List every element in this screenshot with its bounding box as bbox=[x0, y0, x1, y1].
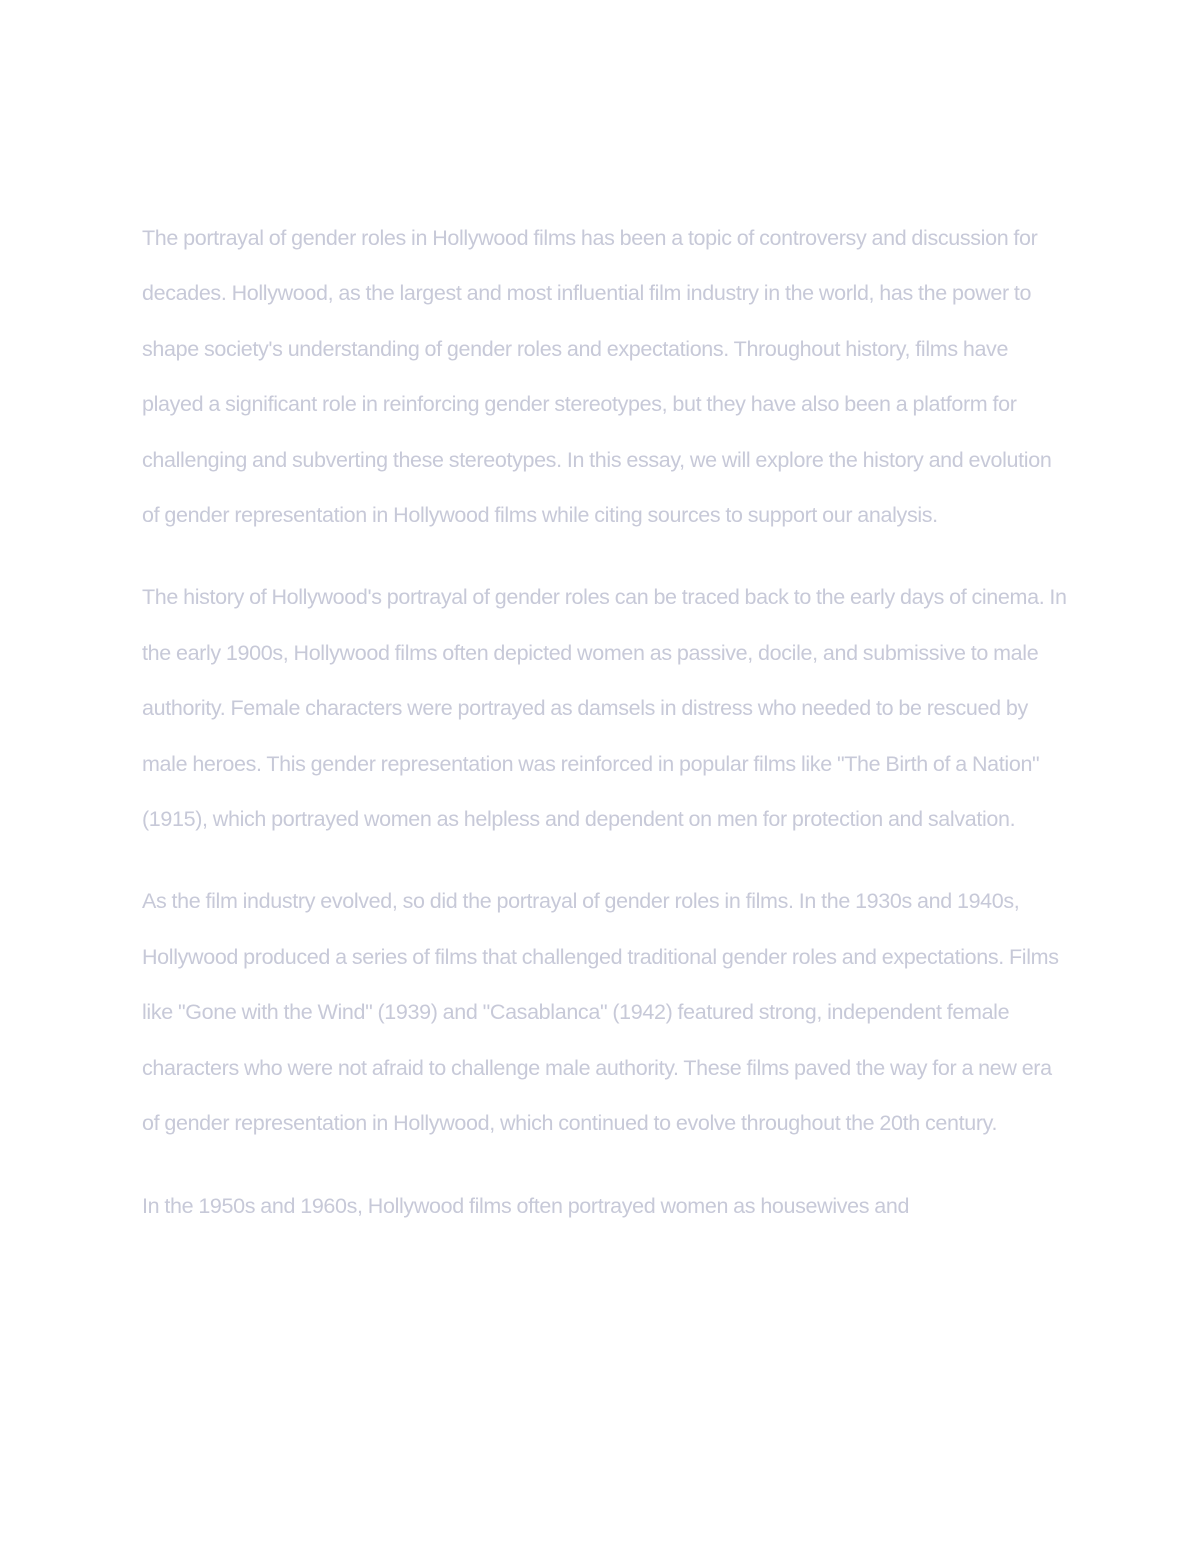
paragraph-4: In the 1950s and 1960s, Hollywood films often portrayed women as housewives and bbox=[142, 1193, 910, 1218]
document-body bbox=[142, 211, 1072, 1261]
paragraph-3: As the film industry evolved, so did the portrayal of gender roles in films. In the 1930s and 1940s, Hollywood produced a series of films that challenged traditional gender roles and expectations. Films like "Gone with the Wind" (1939) and "Casablanca" (1942) featured strong, independent female characters who were not afraid to challenge male authority. These films paved the way for a new era of gender representation in Hollywood, which continued to evolve throughout the 20th century. bbox=[142, 889, 1059, 1136]
paragraph-2: The history of Hollywood's portrayal of gender roles can be traced back to the early days of cinema. In the early 1900s, Hollywood films often depicted women as passive, docile, and submissive to male authority. Female characters were portrayed as damsels in distress who needed to be rescued by male heroes. This gender representation was reinforced in popular films like "The Birth of a Nation" (1915), which portrayed women as helpless and dependent on men for protection and salvation. bbox=[142, 585, 1067, 832]
paragraph-1: The portrayal of gender roles in Hollywood films has been a topic of controversy and discussion for decades. Hollywood, as the largest and most influential film industry in the world, has the power to shape society's understanding of gender roles and expectations. Throughout history, films have played a significant role in reinforcing gender stereotypes, but they have also been a platform for challenging and subverting these stereotypes. In this essay, we will explore the history and evolution of gender representation in Hollywood films while citing sources to support our analysis. bbox=[142, 226, 1052, 528]
